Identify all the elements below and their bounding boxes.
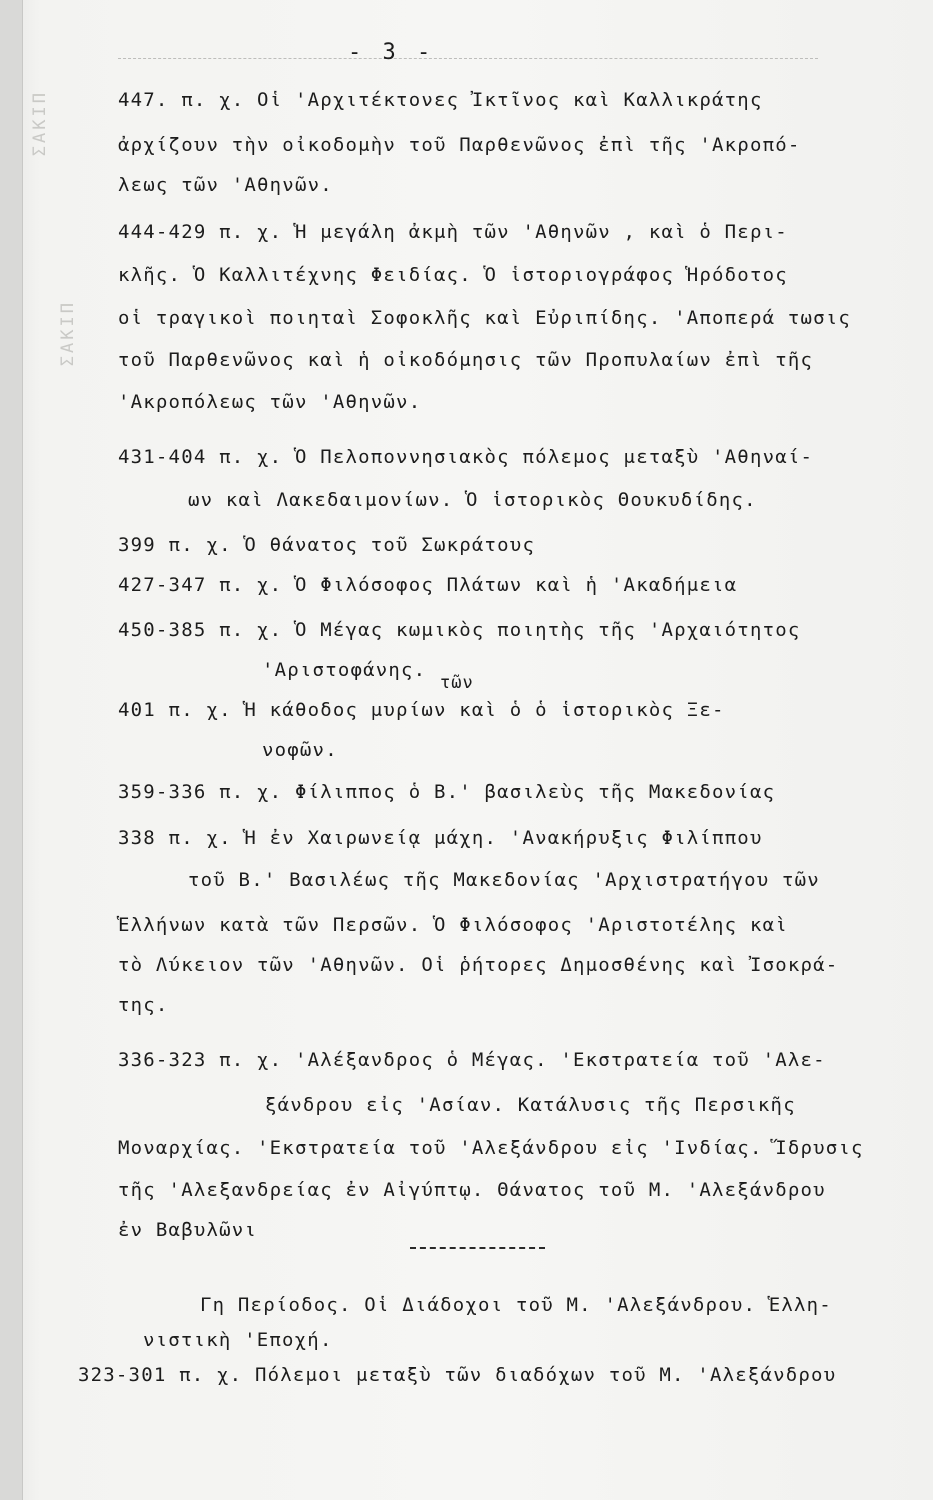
text-line: τὸ Λύκειον τῶν 'Αθηνῶν. Οἱ ῥήτορες Δημοσθένης καὶ Ἰσοκρά- [118,954,839,976]
text-line: 450-385 π. χ. Ὁ Μέγας κωμικὸς ποιητὴς τῆς 'Αρχαιότητος [118,619,801,641]
text-line: κλῆς. Ὁ Καλλιτέχνης Φειδίας. Ὁ ἱστοριογράφος Ἡρόδοτος [118,264,788,286]
text-line: ἐν Βαβυλῶνι [118,1219,258,1241]
text-line: Γη Περίοδος. Οἱ Διάδοχοι τοῦ Μ. 'Αλεξάνδρου. Ἑλλη- [200,1294,832,1316]
text-line: τοῦ Παρθενῶνος καὶ ἡ οἰκοδόμησις τῶν Προπυλαίων ἐπὶ τῆς [118,349,814,371]
text-line: 338 π. χ. Ἡ ἐν Χαιρωνείᾳ μάχη. 'Ανακήρυξις Φιλίππου [118,827,763,849]
text-line: λεως τῶν 'Αθηνῶν. [118,174,333,196]
bleed-through-text: ΣΑΚΙΠ [30,90,50,157]
text-line: οἱ τραγικοὶ ποιηταὶ Σοφοκλῆς καὶ Εὐριπίδης. 'Αποπερά τωσις [118,307,852,329]
text-line: 'Αριστοφάνης. [262,659,427,681]
text-line: τοῦ Β.' Βασιλέως τῆς Μακεδονίας 'Αρχιστρατήγου τῶν [188,869,820,891]
top-rule [118,58,818,59]
text-line: της. [118,994,169,1016]
text-line: νοφῶν. [262,739,338,761]
text-line: νιστικὴ 'Εποχή. [143,1329,333,1351]
text-line: Ἑλλήνων κατὰ τῶν Περσῶν. Ὁ Φιλόσοφος 'Αριστοτέλης καὶ [118,914,788,936]
text-line: 444-429 π. χ. Ἡ μεγάλη ἀκμὴ τῶν 'Αθηνῶν , καὶ ὁ Περι- [118,221,788,243]
text-line: 'Ακροπόλεως τῶν 'Αθηνῶν. [118,391,422,413]
text-line: 336-323 π. χ. 'Αλέξανδρος ὁ Μέγας. 'Εκστρατεία τοῦ 'Αλε- [118,1049,826,1071]
text-line: ξάνδρου εἰς 'Ασίαν. Κατάλυσις τῆς Περσικῆς [265,1094,796,1116]
text-line: 359-336 π. χ. Φίλιππος ὁ Β.' βασιλεὺς τῆς Μακεδονίας [118,781,776,803]
text-line: 399 π. χ. Ὁ θάνατος τοῦ Σωκράτους [118,534,536,556]
text-line: 323-301 π. χ. Πόλεμοι μεταξὺ τῶν διαδόχων τοῦ Μ. 'Αλεξάνδρου [78,1364,837,1386]
text-line: 431-404 π. χ. Ὁ Πελοποννησιακὸς πόλεμος μεταξὺ 'Αθηναί- [118,446,814,468]
text-line: 401 π. χ. Ἡ κάθοδος μυρίων καὶ ὁ ὁ ἱστορικὸς Ξε- [118,699,725,721]
page-binding-edge [0,0,23,1500]
bleed-through-text: ΣΑΚΙΠ [58,300,78,367]
text-line: ἀρχίζουν τὴν οἰκοδομὴν τοῦ Παρθενῶνος ἐπὶ τῆς 'Ακροπό- [118,134,801,156]
text-line: 447. π. χ. Οἱ 'Αρχιτέκτονες Ἰκτῖνος καὶ Καλλικράτης [118,89,763,111]
text-line: τῆς 'Αλεξανδρείας ἐν Αἰγύπτῳ. Θάνατος τοῦ Μ. 'Αλεξάνδρου [118,1179,826,1201]
text-line: 427-347 π. χ. Ὁ Φιλόσοφος Πλάτων καὶ ἡ 'Ακαδήμεια [118,574,738,596]
interlinear-annotation: τῶν [440,673,474,693]
section-separator [410,1247,545,1249]
text-line: ων καὶ Λακεδαιμονίων. Ὁ ἱστορικὸς Θουκυδίδης. [188,489,757,511]
page-number: - 3 - [348,40,435,65]
text-line: Μοναρχίας. 'Εκστρατεία τοῦ 'Αλεξάνδρου εἰς 'Ινδίας. Ἵδρυσις [118,1137,864,1159]
